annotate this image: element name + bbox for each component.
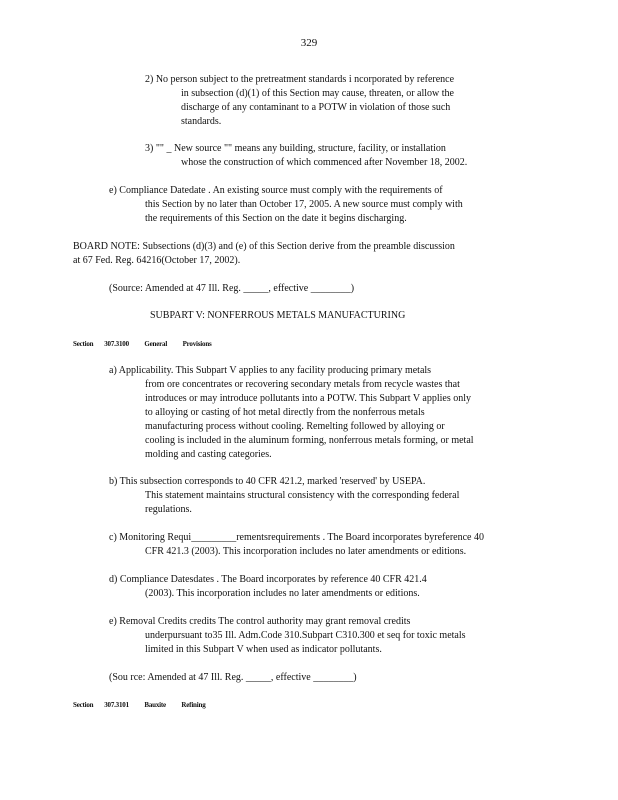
text-line: (2003). This incorporation includes no later amendments or editions.	[145, 588, 420, 599]
text-line: in subsection (d)(1) of this Section may cause, threaten, or allow the	[181, 88, 454, 99]
text-line: this Section by no later than October 17, 2005. A new source must comply with	[145, 199, 463, 210]
text-line: e) Compliance Datedate . An existing source must comply with the requirements of	[109, 185, 443, 196]
text-line: whose the construction of which commenced after November 18, 2002.	[181, 157, 468, 168]
text-line: from ore concentrates or recovering secondary metals from recycle wastes that	[145, 379, 460, 390]
text-line: the requirements of this Section on the date it begins discharging.	[145, 213, 407, 224]
text-line: 2) No person subject to the pretreatment standards i ncorporated by reference	[145, 74, 455, 85]
text-line: at 67 Fed. Reg. 64216(October 17, 2002).	[73, 255, 241, 266]
text-line: c) Monitoring Requi_________rementsrequirements . The Board incorporates byreference 40	[109, 532, 484, 543]
text-line: regulations.	[145, 504, 192, 515]
text-line: molding and casting categories.	[145, 449, 272, 460]
text-line: d) Compliance Datesdates . The Board incorporates by reference 40 CFR 421.4	[109, 574, 427, 585]
text-line: to alloying or casting of hot metal directly from the nonferrous metals	[145, 407, 425, 418]
section-heading: Section 307.3100 General Provisions	[73, 340, 212, 348]
text-line: b) This subsection corresponds to 40 CFR 421.2, marked 'reserved' by USEPA.	[109, 476, 426, 487]
text-line: introduces or may introduce pollutants into a POTW. This Subpart V applies only	[145, 393, 471, 404]
text-line: CFR 421.3 (2003). This incorporation includes no later amendments or editions.	[145, 546, 467, 557]
text-line: 3) "" _ New source "" means any building, structure, facility, or installation	[145, 143, 446, 154]
section-heading: Section 307.3101 Bauxite Refining	[73, 701, 206, 709]
text-line: BOARD NOTE: Subsections (d)(3) and (e) of this Section derive from the preamble discussion	[73, 241, 455, 252]
text-line: (Sou rce: Amended at 47 Ill. Reg. _____, effective ________)	[109, 672, 357, 683]
text-line: (Source: Amended at 47 Ill. Reg. _____, effective ________)	[109, 283, 355, 294]
text-line: a) Applicability. This Subpart V applies to any facility producing primary metals	[109, 365, 432, 376]
text-line: limited in this Subpart V when used as indicator pollutants.	[145, 644, 382, 655]
text-line: standards.	[181, 116, 222, 127]
text-line: cooling is included in the aluminum forming, nonferrous metals forming, or metal	[145, 435, 474, 446]
text-line: discharge of any contaminant to a POTW in violation of those such	[181, 102, 451, 113]
page-number: 329	[300, 37, 318, 49]
text-line: manufacturing process without cooling. Remelting followed by alloying or	[145, 421, 445, 432]
text-line: SUBPART V: NONFERROUS METALS MANUFACTURING	[150, 310, 406, 321]
text-line: underpursuant to35 Ill. Adm.Code 310.Subpart C310.300 et seq for toxic metals	[145, 630, 466, 641]
text-line: e) Removal Credits credits The control authority may grant removal credits	[109, 616, 411, 627]
text-line: This statement maintains structural consistency with the corresponding federal	[145, 490, 460, 501]
